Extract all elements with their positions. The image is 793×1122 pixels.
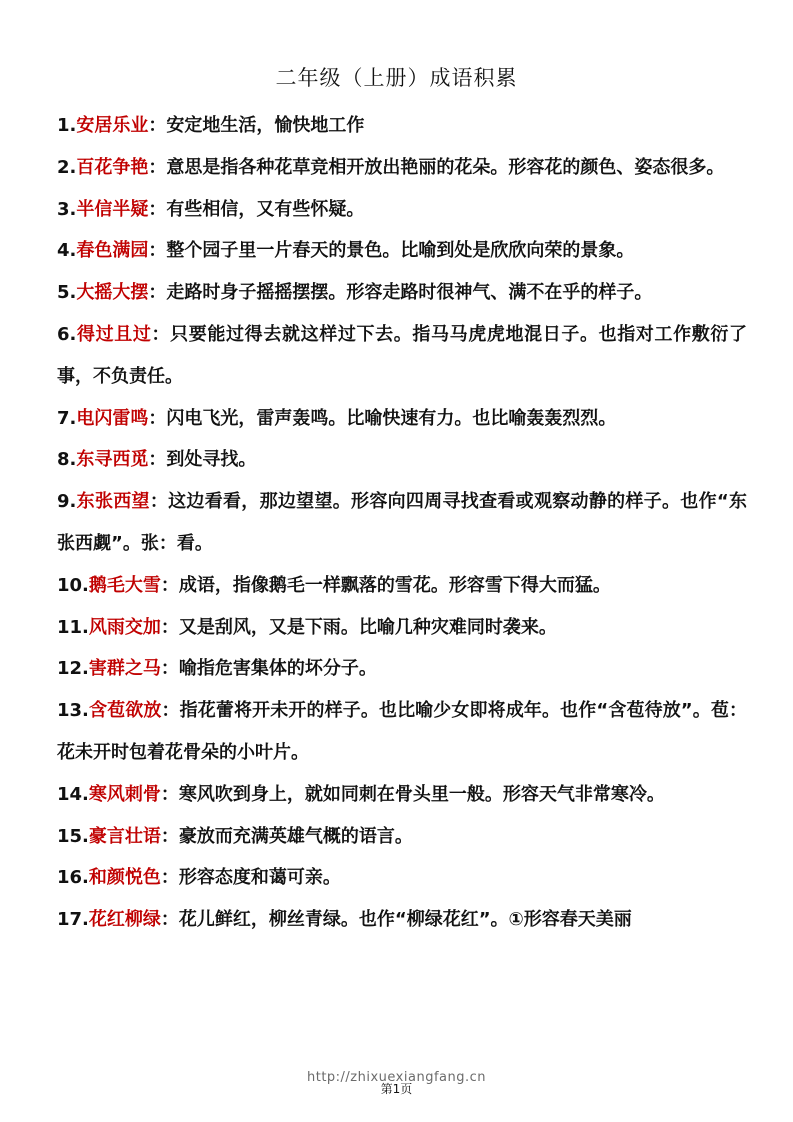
idiom-term: 得过且过 bbox=[76, 323, 152, 345]
idiom-entry bbox=[57, 439, 747, 481]
idiom-entry bbox=[57, 272, 747, 314]
separator: ： bbox=[149, 491, 169, 513]
idiom-definition: 走路时身子摇摇摆摆。形容走路时很神气、满不在乎的样子。 bbox=[166, 282, 653, 304]
idiom-term: 花红柳绿 bbox=[88, 909, 161, 931]
idiom-term: 东寻西觅 bbox=[76, 449, 149, 471]
idiom-term: 百花争艳 bbox=[76, 156, 149, 178]
watermark-url: http://zhixuexiangfang.cn bbox=[306, 1070, 487, 1085]
page-footer bbox=[0, 1070, 793, 1097]
entry-number: 11. bbox=[57, 616, 89, 638]
entry-number: 9. bbox=[57, 491, 77, 513]
separator: ： bbox=[148, 282, 167, 304]
idiom-definition: 意思是指各种花草竞相开放出艳丽的花朵。形容花的颜色、姿态很多。 bbox=[166, 156, 725, 178]
entry-number: 12. bbox=[57, 658, 89, 680]
entry-number: 15. bbox=[57, 825, 89, 847]
separator: ： bbox=[160, 909, 179, 931]
idiom-definition: 只要能过得去就这样过下去。指马马虎虎地混日子。也指对工作敷衍了事，不负责任。 bbox=[57, 323, 748, 387]
idiom-definition: 整个园子里一片春天的景色。比喻到处是欣欣向荣的景象。 bbox=[166, 240, 635, 262]
entry-number: 5. bbox=[57, 282, 77, 304]
separator: ： bbox=[160, 783, 179, 805]
entry-number: 6. bbox=[57, 323, 77, 345]
idiom-term: 电闪雷鸣 bbox=[76, 407, 149, 429]
idiom-definition: 豪放而充满英雄气概的语言。 bbox=[178, 825, 413, 847]
idiom-definition: 形容态度和蔼可亲。 bbox=[178, 867, 341, 889]
entry-number: 7. bbox=[57, 407, 77, 429]
idiom-term: 害群之马 bbox=[88, 658, 161, 680]
idiom-term: 半信半疑 bbox=[76, 198, 149, 220]
idiom-term: 寒风刺骨 bbox=[88, 783, 161, 805]
separator: ： bbox=[148, 198, 167, 220]
separator: ： bbox=[160, 658, 179, 680]
idiom-entry bbox=[57, 481, 747, 565]
idiom-term: 安居乐业 bbox=[76, 115, 149, 136]
idiom-term: 大摇大摆 bbox=[76, 282, 149, 304]
separator: ： bbox=[148, 449, 167, 471]
idiom-definition: 闪电飞光，雷声轰鸣。比喻快速有力。也比喻轰轰烈烈。 bbox=[166, 407, 617, 429]
idiom-term: 含苞欲放 bbox=[88, 700, 162, 722]
idiom-term: 春色满园 bbox=[76, 240, 149, 262]
idiom-definition: 这边看看，那边望望。形容向四周寻找查看或观察动静的样子。也作“东张西觑”。张：看。 bbox=[57, 491, 748, 554]
idiom-entry bbox=[57, 816, 747, 858]
entry-number: 14. bbox=[57, 783, 89, 805]
idiom-entry bbox=[57, 774, 747, 816]
idiom-entry bbox=[57, 314, 747, 398]
separator: ： bbox=[151, 323, 171, 345]
entry-number: 4. bbox=[57, 240, 77, 262]
idiom-entry bbox=[57, 105, 747, 147]
separator: ： bbox=[148, 240, 167, 262]
separator: ： bbox=[161, 700, 180, 722]
entry-number: 8. bbox=[57, 449, 77, 471]
idiom-list bbox=[57, 105, 747, 941]
idiom-entry bbox=[57, 607, 747, 649]
idiom-entry bbox=[57, 899, 747, 941]
idiom-entry bbox=[57, 398, 747, 440]
idiom-term: 风雨交加 bbox=[88, 616, 161, 638]
entry-number: 2. bbox=[57, 156, 77, 178]
separator: ： bbox=[160, 616, 179, 638]
idiom-definition: 指花蕾将开未开的样子。也比喻少女即将成年。也作“含苞待放”。苞：花未开时包着花骨朵的小叶片。 bbox=[57, 700, 747, 763]
idiom-definition: 成语，指像鹅毛一样飘落的雪花。形容雪下得大而猛。 bbox=[178, 574, 611, 596]
entry-number: 1. bbox=[57, 115, 77, 136]
entry-number: 16. bbox=[57, 867, 89, 889]
idiom-definition: 到处寻找。 bbox=[166, 449, 257, 471]
idiom-term: 东张西望 bbox=[76, 491, 150, 513]
idiom-entry bbox=[57, 690, 747, 774]
idiom-term: 豪言壮语 bbox=[88, 825, 161, 847]
idiom-entry bbox=[57, 648, 747, 690]
entry-number: 10. bbox=[57, 574, 89, 596]
entry-number: 13. bbox=[57, 700, 89, 722]
entry-number: 17. bbox=[57, 909, 89, 931]
separator: ： bbox=[160, 867, 179, 889]
idiom-entry bbox=[57, 147, 747, 189]
idiom-definition: 寒风吹到身上，就如同刺在骨头里一般。形容天气非常寒冷。 bbox=[178, 783, 665, 805]
separator: ： bbox=[148, 115, 167, 136]
entry-number: 3. bbox=[57, 198, 77, 220]
idiom-term: 鹅毛大雪 bbox=[88, 574, 161, 596]
page-number: 第1页 bbox=[380, 1082, 413, 1096]
idiom-definition: 花儿鲜红，柳丝青绿。也作“柳绿花红”。①形容春天美丽 bbox=[178, 909, 632, 931]
idiom-definition: 安定地生活，愉快地工作 bbox=[166, 115, 365, 136]
idiom-definition: 有些相信，又有些怀疑。 bbox=[166, 198, 365, 220]
separator: ： bbox=[148, 407, 167, 429]
idiom-definition: 喻指危害集体的坏分子。 bbox=[178, 658, 377, 680]
idiom-entry bbox=[57, 189, 747, 231]
idiom-definition: 又是刮风，又是下雨。比喻几种灾难同时袭来。 bbox=[178, 616, 557, 638]
page-title: 二年级（上册）成语积累 bbox=[275, 66, 518, 90]
separator: ： bbox=[160, 825, 179, 847]
idiom-term: 和颜悦色 bbox=[88, 867, 161, 889]
separator: ： bbox=[148, 156, 167, 178]
idiom-entry bbox=[57, 857, 747, 899]
idiom-entry bbox=[57, 230, 747, 272]
idiom-entry bbox=[57, 565, 747, 607]
separator: ： bbox=[160, 574, 179, 596]
